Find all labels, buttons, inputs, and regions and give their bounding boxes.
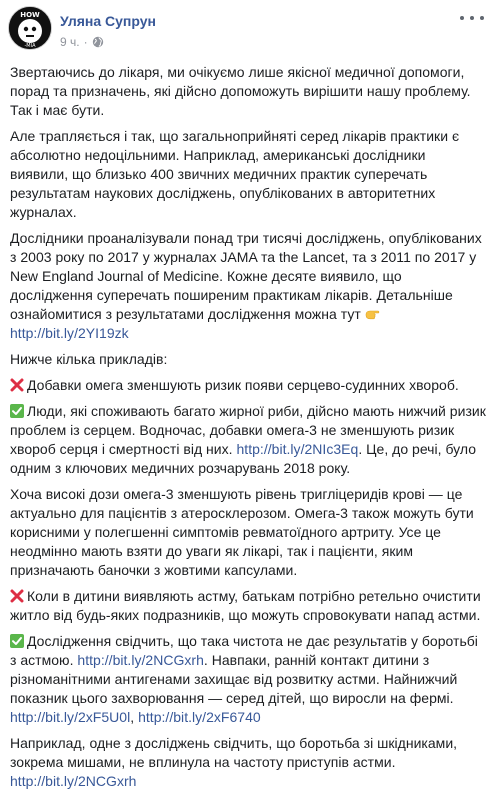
- paragraph-5-text: Добавки омега зменшують ризик появи серцево-судинних хвороб.: [27, 377, 459, 393]
- study-link[interactable]: http://bit.ly/2YI19zk: [10, 325, 129, 341]
- paragraph-3: [10, 229, 487, 343]
- link-separator: ,: [130, 709, 135, 725]
- paragraph-5: [10, 376, 487, 395]
- paragraph-1: Звертаючись до лікаря, ми очікуємо лише якісної медичної допомоги, порад та призначень, які дійсно допоможуть вирішити нашу проблему. Так і має бути.: [10, 64, 471, 118]
- post-body: [10, 63, 487, 798]
- post-header: [8, 6, 488, 54]
- avatar-text-mid: -MIA: [24, 43, 36, 49]
- avatar-text-top: HOW: [20, 11, 40, 19]
- pests-link[interactable]: http://bit.ly/2NCGxrh: [10, 773, 137, 789]
- paragraph-3-text: Дослідники проаналізували понад три тисячі досліджень, опублікованих з 2003 року по 2017 у журналах JAMA та the Lancet, та з 2011 по 2017 у New England Journal of Medicine. Кожне десяте виявило, що дослідження суперечать поширеним практикам лікарів. Детальніше ознайомитися з результатами дослідження можна тут: [10, 230, 482, 322]
- check-mark-icon: [10, 634, 24, 648]
- author-name[interactable]: Уляна Супрун: [60, 13, 156, 29]
- paragraph-7: Хоча високі дози омега-3 зменшують рівень тригліцеридів крові — це актуально для пацієнтів з атеросклерозом. Омега-3 також можуть бути корисними у полегшенні симптомів ревматоїдного артриту. Усе це неодмінно мають взяти до уваги як лікарі, так і пацієнти, яким призначають баночки з жовтими капсулами.: [10, 486, 474, 578]
- meta-separator: ·: [83, 35, 88, 49]
- paragraph-9-text-a: Дослідження свідчить, що така чистота не дає результатів у боротьбі з астмою.: [10, 633, 478, 668]
- paragraph-10-text: Наприклад, одне з досліджень свідчить, що боротьба зі шкідниками, зокрема мишами, не вплинула на частоту приступів астми.: [10, 735, 458, 770]
- globe-icon[interactable]: [92, 36, 104, 48]
- avatar-logo-icon: [9, 7, 51, 49]
- paragraph-8: [10, 587, 487, 625]
- paragraph-10: [10, 734, 487, 791]
- check-mark-icon: [10, 404, 24, 418]
- post-time[interactable]: 9 ч.: [60, 35, 80, 49]
- asthma-link-3[interactable]: http://bit.ly/2xF6740: [138, 709, 261, 725]
- post-meta: [60, 35, 104, 49]
- omega-link[interactable]: http://bit.ly/2NIc3Eq: [236, 441, 359, 457]
- paragraph-6-text-b: . Це, до речі, було одним з ключових медичних розчарувань 2018 року.: [10, 441, 477, 476]
- paragraph-8-text: Коли в дитини виявляють астму, батькам потрібно ретельно очистити житло від будь-яких подразників, що можуть спровокувати напад астми.: [10, 588, 481, 623]
- paragraph-6-text-a: Люди, які споживають багато жирної риби, дійсно мають нижчий ризик проблем із серцем. Водночас, добавки омега-3 не зменшують ризик хвороб серця і смертності від них.: [10, 403, 486, 457]
- paragraph-9: [10, 632, 487, 727]
- cross-mark-icon: [10, 378, 24, 392]
- paragraph-9-text-b: . Навпаки, ранній контакт дитини з різноманітними антигенами захищає від розвитку астми. Найнижчий показник цього захворювання — серед дітей, що виросли на фермі.: [10, 652, 458, 706]
- avatar[interactable]: [8, 6, 52, 50]
- paragraph-2: Але трапляється і так, що загальноприйняті серед лікарів практики є абсолютно недоцільними. Наприклад, американські дослідники виявили, що близько 400 звичних медичних практик суперечать результатам наукових досліджень, опублікованих в авторитетних журналах.: [10, 128, 460, 220]
- asthma-link-2[interactable]: http://bit.ly/2xF5U0l: [10, 709, 131, 725]
- pointing-hand-icon: [365, 307, 379, 321]
- cross-mark-icon: [10, 589, 24, 603]
- asthma-link-1[interactable]: http://bit.ly/2NCGxrh: [77, 652, 204, 668]
- more-options-icon[interactable]: [460, 12, 484, 24]
- paragraph-6: [10, 402, 487, 478]
- paragraph-4: Нижче кілька прикладів:: [10, 351, 168, 367]
